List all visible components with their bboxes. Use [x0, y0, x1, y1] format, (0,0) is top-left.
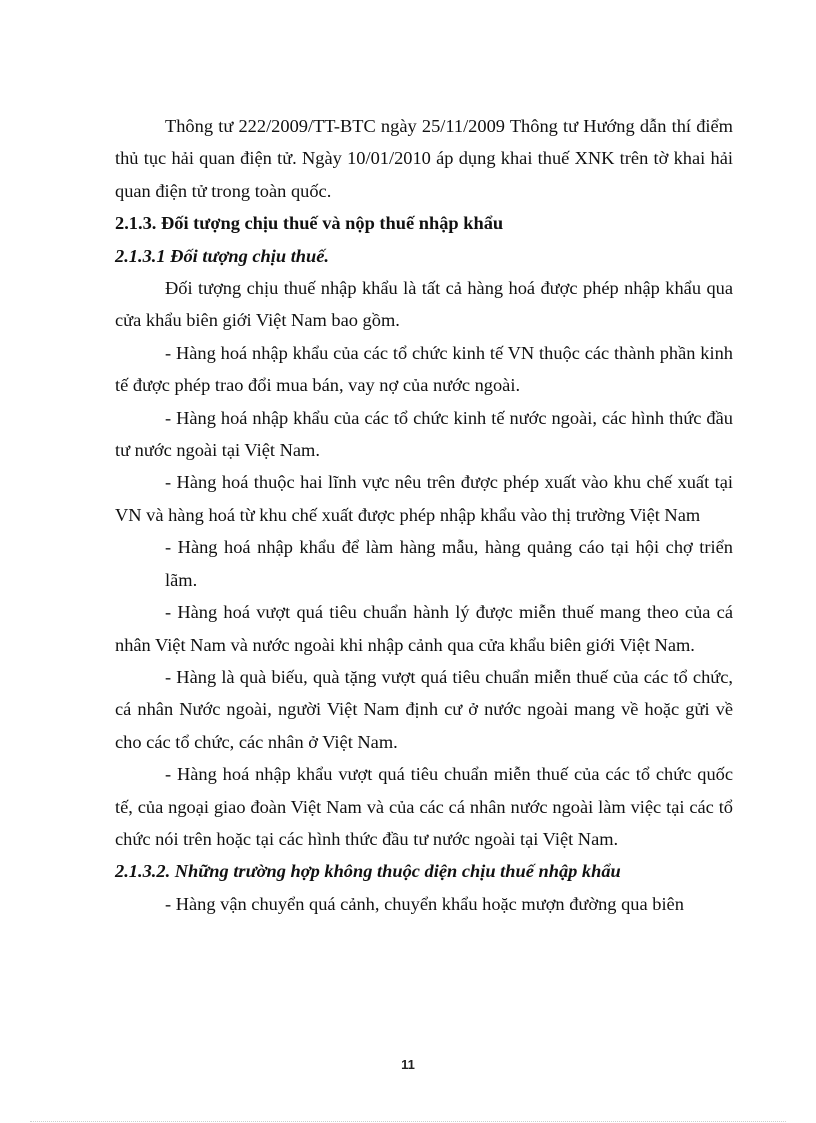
section-heading-2-1-3: 2.1.3. Đối tượng chịu thuế và nộp thuế nhập khẩu	[115, 213, 504, 234]
list-item-export-zones: - Hàng hoá thuộc hai lĩnh vực nêu trên được phép xuất vào khu chế xuất tại VN và hàng hoá từ khu chế xuất được phép nhập khẩu vào thị trường Việt Nam	[115, 472, 733, 525]
document-body	[115, 110, 733, 920]
subsection-heading-2-1-3-2: 2.1.3.2. Những trường hợp không thuộc diện chịu thuế nhập khẩu	[115, 861, 621, 882]
list-item-gifts: - Hàng là quà biếu, quà tặng vượt quá tiêu chuẩn miễn thuế của các tổ chức, cá nhân Nước ngoài, người Việt Nam định cư ở nước ngoài mang về hoặc gửi về cho các tổ chức, các nhân ở Việt Nam.	[115, 666, 733, 752]
footer-divider	[30, 1121, 786, 1122]
list-item-domestic-orgs: - Hàng hoá nhập khẩu của các tổ chức kinh tế VN thuộc các thành phần kinh tế được phép trao đổi mua bán, vay nợ của nước ngoài.	[115, 342, 733, 396]
paragraph-taxable-objects: Đối tượng chịu thuế nhập khẩu là tất cả hàng hoá được phép nhập khẩu qua cửa khẩu biên giới Việt Nam bao gồm.	[115, 278, 733, 331]
list-item-foreign-orgs: - Hàng hoá nhập khẩu của các tổ chức kinh tế nước ngoài, các hình thức đầu tư nước ngoài tại Việt Nam.	[115, 407, 733, 461]
list-item-samples: - Hàng hoá nhập khẩu để làm hàng mẫu, hàng quảng cáo tại hội chợ triển lãm.	[165, 537, 733, 590]
list-item-international-orgs: - Hàng hoá nhập khẩu vượt quá tiêu chuẩn miễn thuế của các tổ chức quốc tế, của ngoại giao đoàn Việt Nam và của các cá nhân nước ngoài làm việc tại các tổ chức nói trên hoặc tại các hình thức đầu tư nước ngoài tại Việt Nam.	[115, 764, 733, 849]
page-number: 11	[401, 1057, 415, 1072]
subsection-heading-2-1-3-1: 2.1.3.1 Đối tượng chịu thuế.	[115, 245, 330, 266]
list-item-transit: - Hàng vận chuyển quá cảnh, chuyển khẩu hoặc mượn đường qua biên	[165, 893, 684, 914]
intro-paragraph: Thông tư 222/2009/TT-BTC ngày 25/11/2009 Thông tư Hướng dẫn thí điểm thủ tục hải quan điện tử. Ngày 10/01/2010 áp dụng khai thuế XNK trên tờ khai hải quan điện tử trong toàn quốc.	[115, 116, 733, 201]
list-item-luggage: - Hàng hoá vượt quá tiêu chuẩn hành lý được miễn thuế mang theo của cá nhân Việt Nam và nước ngoài khi nhập cảnh qua cửa khẩu biên giới Việt Nam.	[115, 602, 733, 655]
